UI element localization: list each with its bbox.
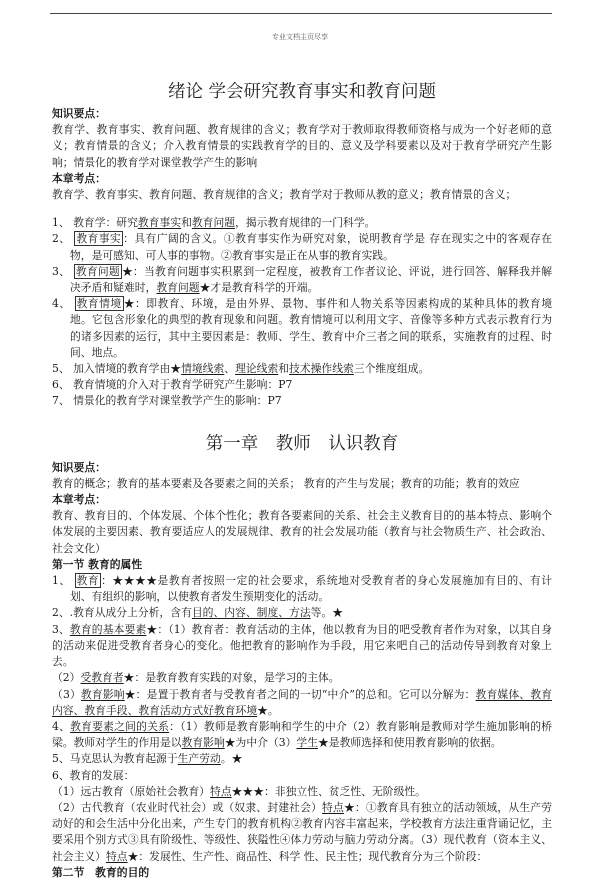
text-run: 本章考点： (52, 493, 106, 507)
chapter-title (52, 432, 552, 456)
text-run: （3） (52, 687, 81, 701)
text-run: 2、.教育从成分上分析，含有 (52, 606, 192, 620)
text-run: ，揭示教育规律的一门科学。 (235, 216, 376, 230)
text-run: 6、 教育情境的介入对于教育学研究产生影响：P7 (52, 378, 293, 392)
subheading (52, 460, 552, 476)
text-run: ★：发展性、生产性、商品性、科学 性、民主性；现代教育分为三个阶段： (127, 849, 488, 863)
subheading (52, 865, 552, 881)
text-run: ★为中介（3） (224, 736, 297, 750)
underlined-term: 技术操作线索 (289, 362, 354, 376)
underlined-term: 特点 (322, 800, 344, 814)
text-run: 1、 教育学：研究 (52, 216, 138, 230)
text-run: 绪论 学会研究教育事实和教育问题 (167, 82, 437, 102)
text-run: 第二节 教育的目的 (52, 865, 150, 879)
underlined-term: 教育媒体、教育内容、教育手段、教育活动方式好教育环境 (52, 687, 553, 717)
text-run: 4、 (52, 719, 71, 733)
numbered-item (52, 264, 552, 296)
text-run: 第一章 教师 认识教育 (205, 433, 399, 454)
boxed-term: 教育事实 (76, 232, 122, 246)
underlined-term: 教育要素之间的关系 (70, 719, 170, 733)
text-run: 本章考点： (52, 171, 106, 185)
text-run: 三个维度组成。 (353, 362, 430, 376)
paragraph (52, 122, 552, 171)
subheading (52, 171, 552, 187)
underlined-term: 特点 (210, 784, 232, 798)
text-run: 1、 (52, 574, 75, 588)
text-run: 2、 (52, 232, 75, 246)
paragraph (52, 768, 552, 784)
text-run: ★：（1）教育者：教育活动的主体，他以教育为目的吧受教育者作为对象，以其自身的活动来促进受教育者身心的变化。他把教育的影响作为手段，用它来吧自己的活动传导到教育对象上去。 (52, 622, 553, 669)
text-run: ：★★★★是教育者按照一定的社会要求，系统地对受教育者的身心发展施加有目的、有计划、有组织的影响，以使教育者发生预期变化的活动。 (70, 574, 552, 604)
underlined-term: 教育影响 (80, 687, 125, 701)
text-run: ★是教师选择和使用教育影响的依据。 (318, 736, 502, 750)
underlined-term: 教育的基本要素 (69, 622, 147, 636)
text-run: （1）远古教育（原始社会教育） (52, 784, 211, 798)
text-run: （2） (52, 671, 81, 685)
text-run: 教育学、教育事实、教育问题、教育规律的含义；教育学对于教师取得教师资格与成为一个好老师的意义；教育情景的含义；介入教育情景的实践教育学的目的、意义及学科要素以及对于教育学研究产生影响；情景化的教育学对课堂教学产生的影响 (52, 123, 552, 169)
numbered-item (52, 215, 552, 231)
underlined-term: 生产劳动 (177, 752, 221, 766)
spacer (52, 203, 552, 215)
paragraph (52, 784, 552, 800)
numbered-item (52, 296, 552, 361)
text-run: 5、 加入情境的教育学由★ (52, 362, 182, 376)
text-run: ★：是教育教育实践的对象，是学习的主体。 (123, 671, 340, 685)
underlined-term: 教育影响 (181, 736, 225, 750)
text-run: ★。 (257, 703, 279, 717)
underlined-term: 特点 (105, 849, 128, 863)
text-run: 7、 情景化的教育学对课堂教学产生的影响：P7 (52, 394, 282, 408)
text-run: ★：是置于教育者与受教育者之间的一切“中介”的总和。它可以分解为： (124, 687, 476, 701)
text-run: （2）古代教育（农业时代社会）或（奴隶、封建社会） (52, 800, 323, 814)
numbered-item (52, 361, 552, 377)
text-run: 知识要点： (52, 107, 106, 120)
underlined-term: 情境线索 (181, 362, 225, 376)
text-run: 3、 (52, 622, 70, 636)
text-run: 。★ (220, 752, 243, 766)
text-run: 5、马克思认为教育起源于 (52, 752, 178, 766)
underlined-term: 学生 (296, 736, 318, 750)
text-run: ：具有广阔的含义。①教育事实作为研究对象，说明教育学是 存在现实之中的客观存在物，是可感知、可人事的事物。②教育事实是正在从事的教育实践。 (70, 232, 553, 262)
text-run: ★才是教育科学的开端。 (199, 281, 319, 295)
paragraph (52, 508, 552, 557)
paragraph (52, 622, 552, 671)
paragraph (52, 476, 552, 492)
paragraph (52, 670, 552, 686)
text-run: ：（1）教师是教育影响和学生的中介（2）教育影响是教师对学生施加影响的桥梁。教师对学生的作用是以 (52, 719, 552, 750)
text-run: 教育的概念；教育的基本要素及各要素之间的关系； 教育的产生与发展；教育的功能；教育的效应 (52, 476, 520, 490)
numbered-item (52, 377, 552, 393)
paragraph (52, 719, 552, 751)
header-rule (50, 13, 552, 14)
section-title (52, 80, 552, 104)
text-run: 和 (181, 216, 192, 230)
paragraph (52, 751, 552, 767)
subheading (52, 492, 552, 508)
text-run: 3、 (52, 264, 74, 278)
underlined-term: 教育事实 (137, 216, 182, 230)
paragraph (52, 187, 552, 203)
underlined-term: 教育问题 (191, 216, 236, 230)
underlined-term: 教育问题 (156, 281, 200, 295)
text-run: 、 (224, 362, 236, 376)
numbered-item (52, 393, 552, 409)
subheading (52, 106, 552, 122)
numbered-item (52, 573, 552, 605)
subheading (52, 557, 552, 573)
text-run: 4、 (52, 297, 75, 311)
text-run: 知识要点： (52, 460, 106, 474)
underlined-term: 受教育者 (80, 671, 124, 685)
boxed-term: 教育情境 (76, 297, 122, 311)
underlined-term: 理论线索 (235, 362, 279, 376)
text-run: ★：①教育具有独立的活动领域，从生产劳动好的和会生活中分化出来，产生专门的教育机构②教育内容丰富起来，学校教育方法注重背诵记忆，主要采用个别方式③具有阶级性、等级性、狭隘性④体力劳动与脑力劳动分离。（3）现代教育（资本主义、社会主义） (52, 800, 552, 863)
document-body (52, 80, 552, 881)
text-run: ★：当教育问题事实积累到一定程度，被教育工作者议论、评说，进行回答、解释我并解决矛盾和疑难时， (70, 264, 552, 295)
numbered-item (52, 231, 552, 263)
paragraph (52, 605, 552, 621)
boxed-term: 教育 (76, 574, 100, 588)
text-run: 6、教育的发展： (52, 768, 135, 782)
paragraph (52, 800, 552, 865)
underlined-term: 目的、内容、制度、方法 (191, 606, 311, 620)
text-run: ★：即教育、环境，是由外界、景物、事件和人物关系等因素构成的某种具体的教育境地。它包含形象化的典型的教育现象和问题。教育情境可以利用文字、音像等多种方式表示教育行为的诸多因素的运行，其中主要因素是：教师、学生、教育中介三者之间的联系，实施教育的过程、时间、地点。 (70, 297, 552, 359)
text-run: 教育、教育目的、个体发展、个体个性化；教育各要素间的关系、社会主义教育目的的基本特点、影响个体发展的主要因素、教育要适应人的发展规律、教育的社会发展功能（教育与社会物质生产、社会政治、社会文化） (52, 509, 552, 555)
text-run: 和 (278, 362, 290, 376)
text-run: 第一节 教育的属性 (52, 557, 143, 571)
text-run: ★★★：非独立性、贫乏性、无阶级性。 (231, 784, 426, 798)
paragraph (52, 687, 552, 719)
boxed-term: 教育问题 (75, 264, 120, 278)
running-header: 专业文档主页尽享 (272, 33, 328, 41)
text-run: 等。★ (310, 606, 344, 620)
text-run: 教育学、教育事实、教育问题、教育规律的含义；教育学对于教师从教的意义；教育情景的含义； (52, 188, 517, 202)
